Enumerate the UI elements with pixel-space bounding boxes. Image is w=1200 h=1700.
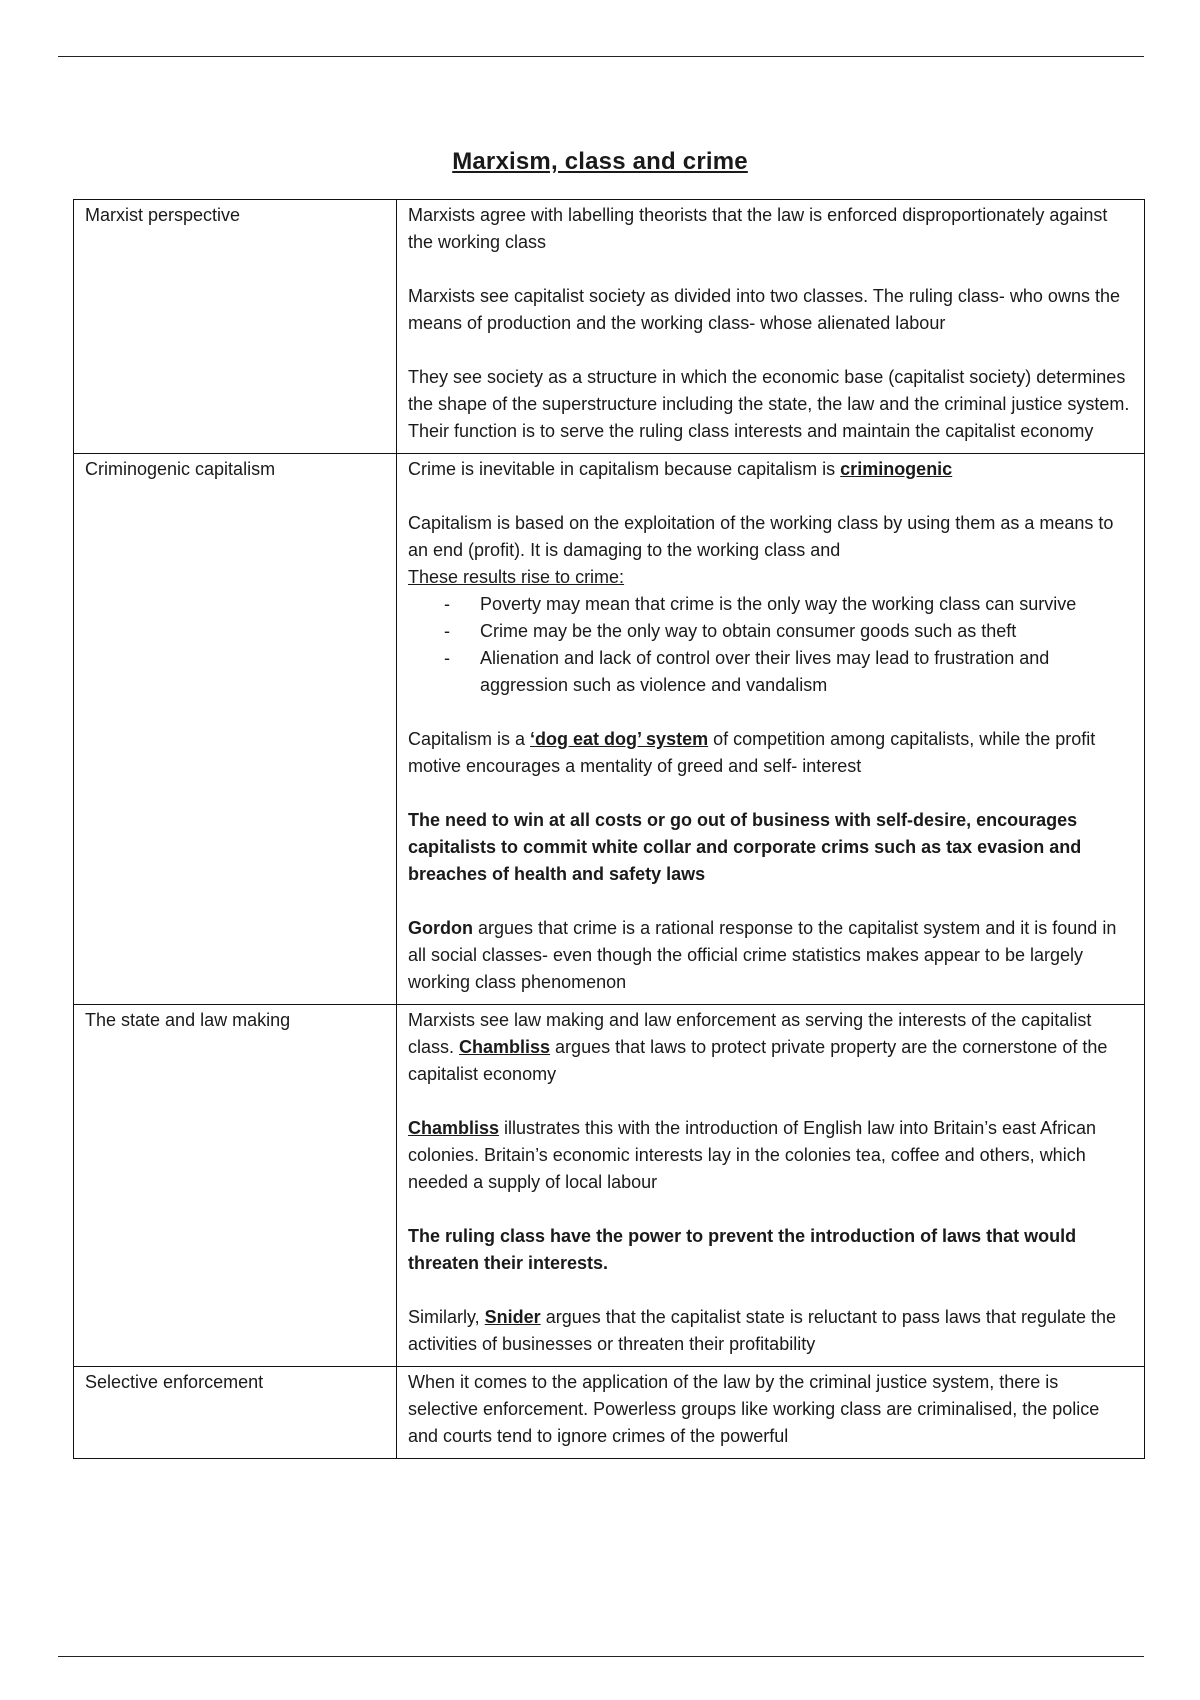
paragraph [408,1007,1132,1088]
paragraph: When it comes to the application of the law by the criminal justice system, there is selective enforcement. Powerless groups like working class are criminalised, the police and courts tend to ignore crimes of the powerful [408,1372,1100,1446]
text-span: Marxists see law making and law enforcement as serving the interests of the capitalist class. [408,1010,1092,1057]
row-label: The state and law making [74,1005,397,1367]
text-span: argues that crime is a rational response to the capitalist system and it is found in all social classes- even though the official crime statistics makes appear to be largely working class phenomenon [408,918,1117,992]
theorist-name: Gordon [408,918,473,938]
paragraph [408,1304,1132,1358]
header-rule [58,56,1144,57]
row-content [397,1367,1145,1459]
key-term: criminogenic [840,459,953,479]
theorist-name: Chambliss [459,1037,551,1057]
row-content [397,200,1145,454]
theorist-name: Chambliss [408,1118,500,1138]
row-label: Criminogenic capitalism [74,454,397,1005]
table-row [74,1005,1145,1367]
table-row [74,200,1145,454]
bullet-list [408,591,1132,699]
paragraph: The need to win at all costs or go out of business with self-desire, encourages capitalists to commit white collar and corporate crims such as tax evasion and breaches of health and safety laws [408,810,1082,884]
notes-table [73,199,1145,1459]
table-row [74,1367,1145,1459]
text-span: of competition among capitalists, while the profit motive encourages a mentality of greed and self- interest [408,729,1096,776]
text-span: illustrates this with the introduction of English law into Britain’s east African colonies. Britain’s economic interests lay in the colonies tea, coffee and others, which needed a supply of local labour [408,1118,1096,1192]
text-span: Capitalism is a [408,729,531,749]
row-label: Selective enforcement [74,1367,397,1459]
text-span: argues that laws to protect private property are the cornerstone of the capitalist economy [408,1037,1108,1084]
paragraph: They see society as a structure in which the economic base (capitalist society) determines the shape of the superstructure including the state, the law and the criminal justice system. Their function is to serve the ruling class interests and maintain the capitalist economy [408,367,1130,441]
paragraph [408,726,1132,780]
paragraph: The ruling class have the power to prevent the introduction of laws that would threaten their interests. [408,1226,1077,1273]
list-heading: These results rise to crime: [408,567,625,587]
list-item: - Alienation and lack of control over their lives may lead to frustration and aggression such as violence and vandalism [408,645,1132,699]
paragraph: Marxists see capitalist society as divided into two classes. The ruling class- who owns the means of production and the working class- whose alienated labour [408,286,1120,333]
paragraph [408,915,1132,996]
footer-rule [58,1656,1144,1657]
text-span: Similarly, [408,1307,485,1327]
key-term: ‘dog eat dog’ system [530,729,709,749]
paragraph [408,1115,1132,1196]
page-title: Marxism, class and crime [452,148,748,175]
row-content [397,454,1145,1005]
text-span: argues that the capitalist state is reluctant to pass laws that regulate the activities of businesses or threaten their profitability [408,1307,1117,1354]
row-content [397,1005,1145,1367]
theorist-name: Snider [484,1307,541,1327]
paragraph [408,456,1132,483]
table-row [74,454,1145,1005]
paragraph: Capitalism is based on the exploitation of the working class by using them as a means to an end (profit). It is damaging to the working class and [408,513,1114,560]
paragraph: Marxists agree with labelling theorists that the law is enforced disproportionately against the working class [408,205,1108,252]
text-span: Crime is inevitable in capitalism because capitalism is [408,459,841,479]
row-label: Marxist perspective [74,200,397,454]
list-item: - Crime may be the only way to obtain consumer goods such as theft [408,618,1132,645]
list-item: - Poverty may mean that crime is the only way the working class can survive [408,591,1132,618]
